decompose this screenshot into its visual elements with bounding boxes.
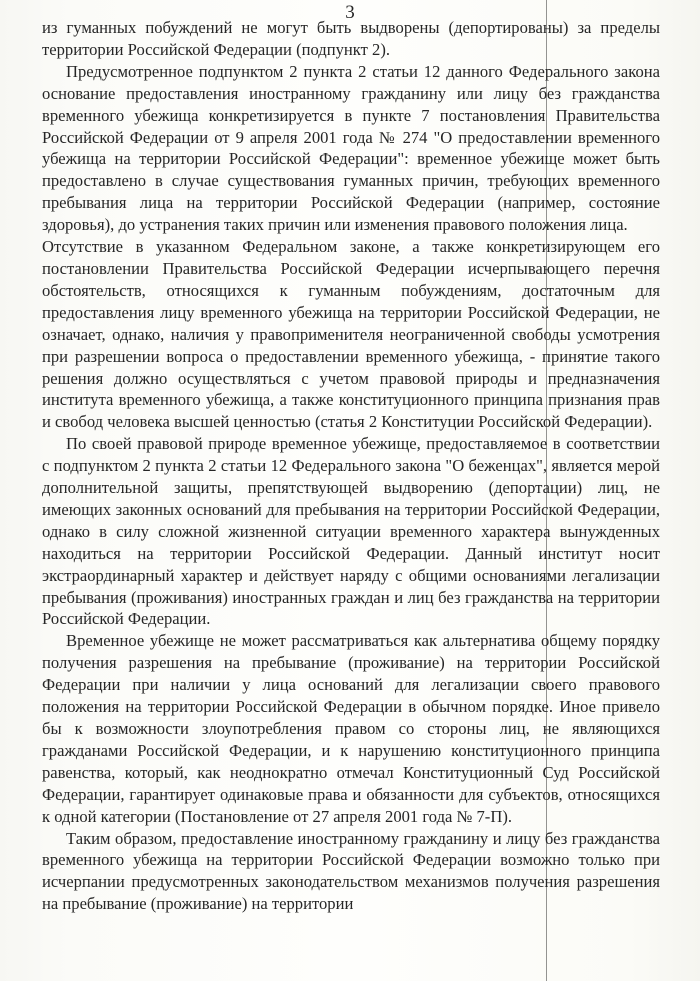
paragraph-not-alternative: Временное убежище не может рассматриваться как альтернатива общему порядку получения разрешения на пребывание (проживание) на территории Российской Федерации при наличии у лица оснований для легализации своего правового положения на территории Российской Федерации в обычном порядке. Иное привело бы к возможности злоупотребления правом со стороны лиц, не являющихся гражданами Российской Федерации, и к нарушению конституционного принципа равенства, который, как неоднократно отмечал Конституционный Суд Российской Федерации, гарантирует одинаковые права и обязанности для субъектов, относящихся к одной категории (Постановление от 27 апреля 2001 года № 7-П). (42, 631, 660, 826)
document-body (42, 17, 660, 915)
paragraph-conclusion: Таким образом, предоставление иностранному гражданину и лицу без гражданства временного убежища на территории Российской Федерации возможно только при исчерпании предусмотренных законодательством механизмов получения разрешения на пребывание (проживание) на территории (42, 828, 660, 914)
paragraph-temporary-asylum-basis: Предусмотренное подпунктом 2 пункта 2 статьи 12 данного Федерального закона основание предоставления иностранному гражданину или лицу без гражданства временного убежища конкретизируется в пункте 7 постановления Правительства Российской Федерации от 9 апреля 2001 года № 274 "О предоставлении временного убежища на территории Российской Федерации": временное убежище может быть предоставлено в случае существования гуманных причин, требующих временного пребывания лица на территории Российской Федерации (например, состояние здоровья), до устранения таких причин или изменения правового положения лица. (42, 61, 660, 235)
page-number: 3 (345, 2, 355, 23)
paragraph-continuation: из гуманных побуждений не могут быть выдворены (депортированы) за пределы территории Российской Федерации (подпункт 2). (42, 18, 660, 59)
paragraph-absence-of-list: Отсутствие в указанном Федеральном законе, а также конкретизирующем его постановлении Правительства Российской Федерации исчерпывающего перечня обстоятельств, относящихся к гуманным побуждениям, достаточным для предоставления лицу временного убежища на территории Российской Федерации, не означает, однако, наличия у правоприменителя неограниченной свободы усмотрения при разрешении вопроса о предоставлении временного убежища, - принятие такого решения должно осуществляться с учетом правовой природы и предназначения института временного убежища, а также конституционного принципа признания прав и свобод человека высшей ценностью (статья 2 Конституции Российской Федерации). (42, 237, 660, 432)
paragraph-legal-nature: По своей правовой природе временное убежище, предоставляемое в соответствии с подпунктом 2 пункта 2 статьи 12 Федерального закона "О беженцах", является мерой дополнительной защиты, препятствующей выдворению (депортации) лиц, не имеющих законных оснований для пребывания на территории Российской Федерации, однако в силу сложной жизненной ситуации временного характера вынужденных находиться на территории Российской Федерации. Данный институт носит экстраординарный характер и действует наряду с общими основаниями легализации пребывания (проживания) иностранных граждан и лиц без гражданства на территории Российской Федерации. (42, 434, 660, 629)
